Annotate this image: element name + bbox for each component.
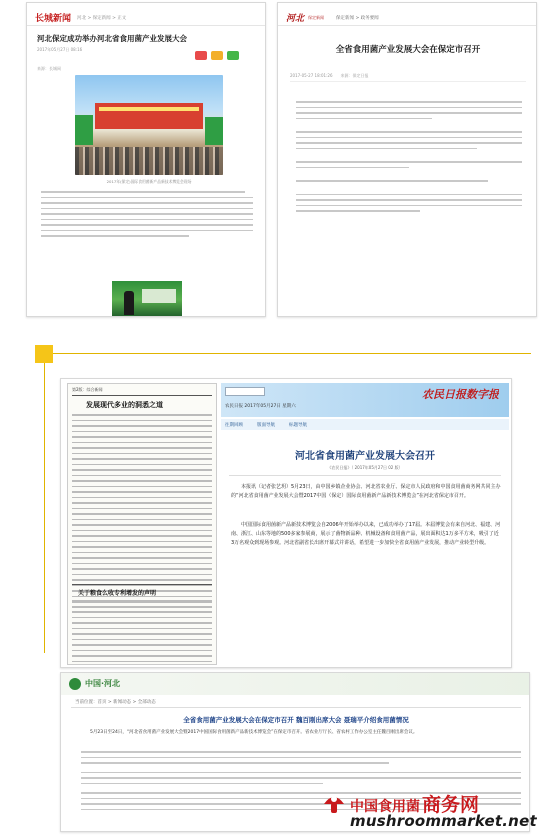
screenshot-farmers-daily	[60, 378, 512, 668]
newspaper-headline[interactable]: 发展现代多业的洞悉之道	[86, 400, 163, 409]
paper-name: 农民日报数字报	[422, 388, 499, 401]
publish-date: 2017-05-27 18:01:26	[290, 73, 333, 78]
speaker-photo	[112, 281, 182, 317]
article-body: 5月23日至24日，“河北省食用菌产业发展大会暨2017中国国际食用菌新产品新技术博览会”在保定市召开。省农业厅厅长、省农村工作办公室主任魏百刚出席会议。	[90, 730, 418, 735]
edition-label: 第2版：综合新闻	[72, 387, 103, 392]
newspaper-headline[interactable]: 关于粮食么收专利增发的声明	[78, 590, 157, 597]
site-subtitle: 保定新闻	[308, 14, 325, 20]
watermark-brand: 中国食用菌	[350, 799, 420, 815]
page-title: 全省食用菌产业发展大会在保定市召开	[335, 45, 481, 55]
article-source: 来源：长城网	[37, 66, 61, 71]
watermark-url: mushroommarket.net	[350, 812, 537, 830]
divider	[44, 363, 45, 653]
date-line: 农民日报 2017年05月27日 星期六	[225, 404, 296, 409]
breadcrumb[interactable]: 当前位置：首页 > 新闻动态 > 全部动态	[75, 700, 156, 705]
header-banner	[61, 673, 530, 695]
header-banner	[221, 383, 509, 417]
share-wechat-icon[interactable]	[227, 51, 239, 60]
edition-select[interactable]	[225, 387, 265, 396]
share-weibo-icon[interactable]	[195, 51, 207, 60]
watermark-brand-highlight: 商务网	[422, 794, 480, 816]
article-title: 河北省食用菌产业发展大会召开	[295, 451, 435, 462]
divider	[53, 353, 531, 354]
article-title: 全省食用菌产业发展大会在保定市召开 魏百刚出席大会 聂瑞平介绍食用菌情况	[183, 716, 409, 724]
tab-history[interactable]: 往期回顾	[225, 422, 243, 428]
article-source: 来源：保定日报	[340, 73, 369, 78]
breadcrumb[interactable]: 河北 > 保定新闻 > 正文	[77, 15, 127, 21]
site-logo[interactable]: 中国·河北	[85, 679, 121, 688]
tab-title-nav[interactable]: 标题导航	[289, 422, 307, 428]
tab-layout-nav[interactable]: 版面导航	[257, 422, 275, 428]
share-qzone-icon[interactable]	[211, 51, 223, 60]
article-body	[296, 101, 522, 224]
publish-date: 2017年05月27日 08:16	[37, 47, 83, 52]
screenshot-changcheng-news	[26, 2, 266, 317]
screenshot-baoding-news	[277, 2, 537, 317]
section-marker	[35, 345, 53, 363]
article-meta: 《农民日报》（ 2017年05月27日 02 版）	[327, 465, 403, 470]
site-logo[interactable]: 河北	[286, 14, 305, 24]
event-photo	[75, 75, 223, 175]
site-logo-icon	[69, 678, 81, 690]
article-body	[41, 191, 253, 241]
site-logo[interactable]: 长城新闻	[35, 14, 72, 24]
page-title: 河北保定成功举办河北省食用菌产业发展大会	[37, 34, 187, 43]
article-body-2: 中国国际食用菌新产品新技术博览会自2006年开始举办以来，已成功举办了17届。本届博览会有来自河北、福建、河南、浙江、山东等地的500多家参展商，展示了菌物新品种、机械设备和食用菌产品，展出面积达1万多平方米，吸引了近3万名观众到现场参观。河北省副省长出席开幕式并讲话，希望进一步加快全省食用菌产业发展，推动产业转型升级。	[231, 522, 501, 546]
watermark-logo-icon	[320, 788, 348, 816]
share-buttons	[195, 51, 239, 60]
photo-caption: 2017年(保定)国际食用菌新产品新技术博览会现场	[106, 179, 192, 184]
newspaper-page[interactable]	[67, 383, 217, 665]
breadcrumb[interactable]: 保定新闻 > 政务要闻	[336, 15, 379, 21]
article-body-1: 本报讯（记者张艺玥）5月23日，由中国乡镇企业协会、河北省农业厅、保定市人民政府和中国食用菌商务网共同主办的“河北省食用菌产业发展大会暨2017中国（保定）国际食用菌新产品新技术博览会”在河北省保定市召开。	[231, 484, 501, 499]
